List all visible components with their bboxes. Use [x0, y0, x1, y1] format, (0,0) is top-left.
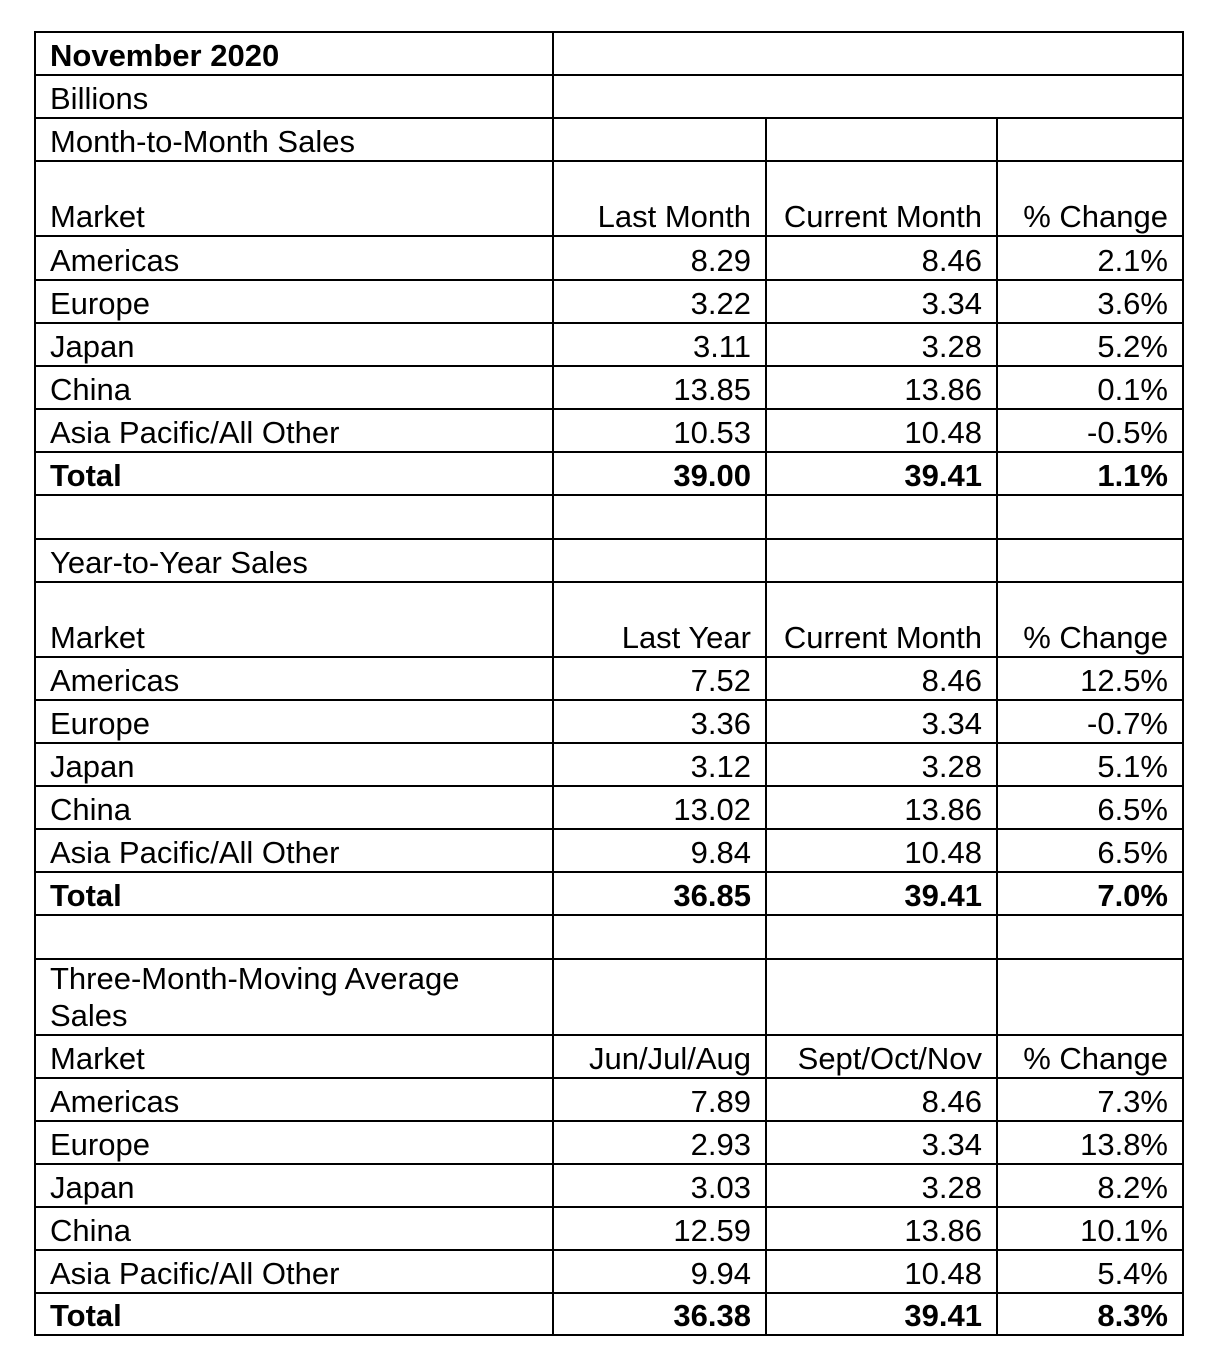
empty-cell	[553, 32, 1183, 75]
market-cell: Japan	[35, 323, 553, 366]
column-header: Market	[35, 582, 553, 657]
change-cell: 13.8%	[997, 1121, 1183, 1164]
value-cell: 10.48	[766, 409, 997, 452]
total-row	[35, 452, 1183, 495]
market-cell: Europe	[35, 700, 553, 743]
column-header-row	[35, 582, 1183, 657]
value-cell: 3.28	[766, 323, 997, 366]
column-header: Current Month	[766, 161, 997, 236]
total-change: 1.1%	[997, 452, 1183, 495]
market-cell: Asia Pacific/All Other	[35, 1250, 553, 1293]
empty-cell	[766, 959, 997, 1035]
empty-cell	[553, 75, 1183, 118]
section-title-row	[35, 959, 1183, 1035]
value-cell: 2.93	[553, 1121, 766, 1164]
column-header: Sept/Oct/Nov	[766, 1035, 997, 1078]
empty-cell	[997, 539, 1183, 582]
value-cell: 3.12	[553, 743, 766, 786]
table-row	[35, 700, 1183, 743]
table-row	[35, 786, 1183, 829]
change-cell: 12.5%	[997, 657, 1183, 700]
total-value: 39.41	[766, 452, 997, 495]
spacer-row	[35, 495, 1183, 539]
value-cell: 3.34	[766, 1121, 997, 1164]
value-cell: 8.29	[553, 236, 766, 280]
table-row	[35, 657, 1183, 700]
value-cell: 13.86	[766, 786, 997, 829]
value-cell: 13.86	[766, 1207, 997, 1250]
change-cell: 5.1%	[997, 743, 1183, 786]
empty-cell	[766, 118, 997, 161]
table-row	[35, 743, 1183, 786]
change-cell: 6.5%	[997, 786, 1183, 829]
market-cell: Europe	[35, 280, 553, 323]
table-row	[35, 1121, 1183, 1164]
total-value: 39.00	[553, 452, 766, 495]
table-row	[35, 409, 1183, 452]
market-cell: China	[35, 366, 553, 409]
column-header-row	[35, 1035, 1183, 1078]
value-cell: 3.28	[766, 743, 997, 786]
empty-cell	[553, 915, 766, 959]
change-cell: 8.2%	[997, 1164, 1183, 1207]
table-row	[35, 1250, 1183, 1293]
market-cell: Japan	[35, 1164, 553, 1207]
value-cell: 3.34	[766, 700, 997, 743]
market-cell: Asia Pacific/All Other	[35, 409, 553, 452]
total-value: 36.85	[553, 872, 766, 915]
change-cell: 0.1%	[997, 366, 1183, 409]
total-change: 7.0%	[997, 872, 1183, 915]
change-cell: 7.3%	[997, 1078, 1183, 1121]
market-cell: Americas	[35, 236, 553, 280]
value-cell: 10.48	[766, 829, 997, 872]
empty-cell	[997, 118, 1183, 161]
market-cell: China	[35, 1207, 553, 1250]
section-title: Three-Month-Moving Average Sales	[35, 959, 553, 1035]
column-header: % Change	[997, 1035, 1183, 1078]
market-cell: Americas	[35, 1078, 553, 1121]
change-cell: -0.5%	[997, 409, 1183, 452]
market-cell: Americas	[35, 657, 553, 700]
total-label: Total	[35, 872, 553, 915]
column-header: Last Month	[553, 161, 766, 236]
value-cell: 7.89	[553, 1078, 766, 1121]
table-row	[35, 280, 1183, 323]
table-title: November 2020	[35, 32, 553, 75]
units-label: Billions	[35, 75, 553, 118]
value-cell: 12.59	[553, 1207, 766, 1250]
empty-cell	[997, 915, 1183, 959]
empty-cell	[553, 539, 766, 582]
spacer-row	[35, 915, 1183, 959]
market-cell: China	[35, 786, 553, 829]
total-value: 39.41	[766, 1293, 997, 1335]
table-row	[35, 1207, 1183, 1250]
market-cell: Asia Pacific/All Other	[35, 829, 553, 872]
value-cell: 9.94	[553, 1250, 766, 1293]
section-title: Month-to-Month Sales	[35, 118, 553, 161]
column-header: Last Year	[553, 582, 766, 657]
total-row	[35, 872, 1183, 915]
value-cell: 10.53	[553, 409, 766, 452]
table-row	[35, 1164, 1183, 1207]
value-cell: 9.84	[553, 829, 766, 872]
column-header: Current Month	[766, 582, 997, 657]
column-header: Market	[35, 1035, 553, 1078]
value-cell: 8.46	[766, 1078, 997, 1121]
section-title-row	[35, 539, 1183, 582]
empty-cell	[553, 118, 766, 161]
empty-cell	[766, 915, 997, 959]
total-label: Total	[35, 1293, 553, 1335]
empty-cell	[35, 915, 553, 959]
empty-cell	[766, 539, 997, 582]
market-cell: Europe	[35, 1121, 553, 1164]
section-title-row	[35, 118, 1183, 161]
value-cell: 3.28	[766, 1164, 997, 1207]
change-cell: 2.1%	[997, 236, 1183, 280]
value-cell: 3.03	[553, 1164, 766, 1207]
column-header: % Change	[997, 161, 1183, 236]
table-row	[35, 1078, 1183, 1121]
value-cell: 3.34	[766, 280, 997, 323]
change-cell: 5.2%	[997, 323, 1183, 366]
empty-cell	[553, 495, 766, 539]
table-row	[35, 323, 1183, 366]
empty-cell	[997, 495, 1183, 539]
total-label: Total	[35, 452, 553, 495]
units-row	[35, 75, 1183, 118]
value-cell: 3.36	[553, 700, 766, 743]
value-cell: 13.02	[553, 786, 766, 829]
table-row	[35, 829, 1183, 872]
section-title: Year-to-Year Sales	[35, 539, 553, 582]
market-cell: Japan	[35, 743, 553, 786]
value-cell: 7.52	[553, 657, 766, 700]
value-cell: 8.46	[766, 236, 997, 280]
value-cell: 8.46	[766, 657, 997, 700]
column-header: Market	[35, 161, 553, 236]
total-value: 39.41	[766, 872, 997, 915]
change-cell: 3.6%	[997, 280, 1183, 323]
table-row	[35, 236, 1183, 280]
sales-table	[34, 31, 1184, 1336]
value-cell: 10.48	[766, 1250, 997, 1293]
empty-cell	[35, 495, 553, 539]
empty-cell	[766, 495, 997, 539]
value-cell: 13.86	[766, 366, 997, 409]
title-row	[35, 32, 1183, 75]
column-header-row	[35, 161, 1183, 236]
empty-cell	[553, 959, 766, 1035]
empty-cell	[997, 959, 1183, 1035]
value-cell: 3.22	[553, 280, 766, 323]
change-cell: 10.1%	[997, 1207, 1183, 1250]
change-cell: 5.4%	[997, 1250, 1183, 1293]
table-row	[35, 366, 1183, 409]
value-cell: 3.11	[553, 323, 766, 366]
value-cell: 13.85	[553, 366, 766, 409]
total-value: 36.38	[553, 1293, 766, 1335]
change-cell: 6.5%	[997, 829, 1183, 872]
column-header: % Change	[997, 582, 1183, 657]
total-row	[35, 1293, 1183, 1335]
change-cell: -0.7%	[997, 700, 1183, 743]
total-change: 8.3%	[997, 1293, 1183, 1335]
column-header: Jun/Jul/Aug	[553, 1035, 766, 1078]
